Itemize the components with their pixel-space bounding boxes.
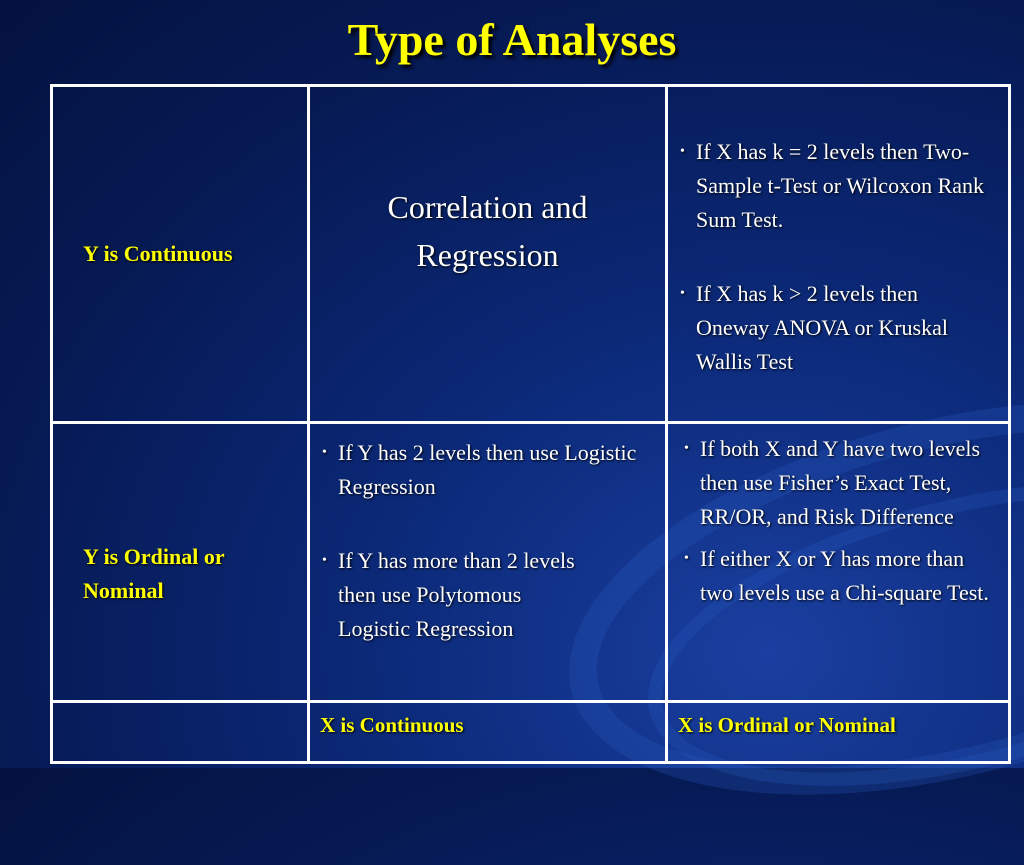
table-cell bbox=[309, 423, 667, 702]
row-header-cell bbox=[52, 86, 309, 423]
analysis-table bbox=[50, 84, 1011, 764]
bullet-icon: • bbox=[680, 144, 685, 159]
list-item-text: If both X and Y have two levels then use Fisher’s Exact Test, RR/OR, and Risk Difference bbox=[700, 436, 981, 529]
bullet-icon: • bbox=[684, 441, 689, 456]
list-item bbox=[314, 544, 588, 646]
list-item-text: If Y has 2 levels then use Logistic Regression bbox=[338, 440, 637, 499]
correlation-regression-text bbox=[310, 183, 665, 279]
list-item bbox=[314, 436, 644, 504]
column-header-cell bbox=[667, 702, 1010, 763]
page-title: Type of Analyses bbox=[347, 14, 677, 65]
table-row bbox=[52, 702, 1010, 763]
row-label-y-ordinal bbox=[83, 540, 293, 608]
list-item-text: If X has k > 2 levels then Oneway ANOVA or Kruskal Wallis Test bbox=[696, 281, 948, 374]
list-item-text: If Y has more than 2 levels then use Polytomous Logistic Regression bbox=[338, 548, 575, 641]
list-item bbox=[672, 135, 990, 237]
list-item bbox=[676, 432, 998, 534]
empty-corner-cell bbox=[52, 702, 309, 763]
ordinal-continuous-list bbox=[314, 436, 644, 646]
table-row bbox=[52, 423, 1010, 702]
row-header-cell bbox=[52, 423, 309, 702]
column-label-x-continuous: X is Continuous bbox=[320, 713, 464, 737]
table-cell bbox=[667, 423, 1010, 702]
ordinal-ordinal-list bbox=[676, 432, 998, 610]
row-label-text: Y is Ordinal or Nominal bbox=[83, 544, 225, 603]
list-item bbox=[676, 542, 998, 610]
correlation-regression-label: Correlation and Regression bbox=[387, 189, 588, 273]
bullet-icon: • bbox=[322, 445, 327, 460]
column-label-x-ordinal: X is Ordinal or Nominal bbox=[678, 713, 896, 737]
table-row bbox=[52, 86, 1010, 423]
table-cell bbox=[309, 86, 667, 423]
continuous-ordinal-list bbox=[672, 135, 990, 379]
row-label-y-continuous: Y is Continuous bbox=[83, 241, 233, 266]
list-item-text: If X has k = 2 levels then Two-Sample t-Test or Wilcoxon Rank Sum Test. bbox=[696, 139, 985, 232]
column-header-cell bbox=[309, 702, 667, 763]
list-item-text: If either X or Y has more than two levels use a Chi-square Test. bbox=[700, 546, 989, 605]
table-cell bbox=[667, 86, 1010, 423]
bullet-icon: • bbox=[680, 286, 685, 301]
bullet-icon: • bbox=[322, 553, 327, 568]
bullet-icon: • bbox=[684, 551, 689, 566]
list-item bbox=[672, 277, 990, 379]
